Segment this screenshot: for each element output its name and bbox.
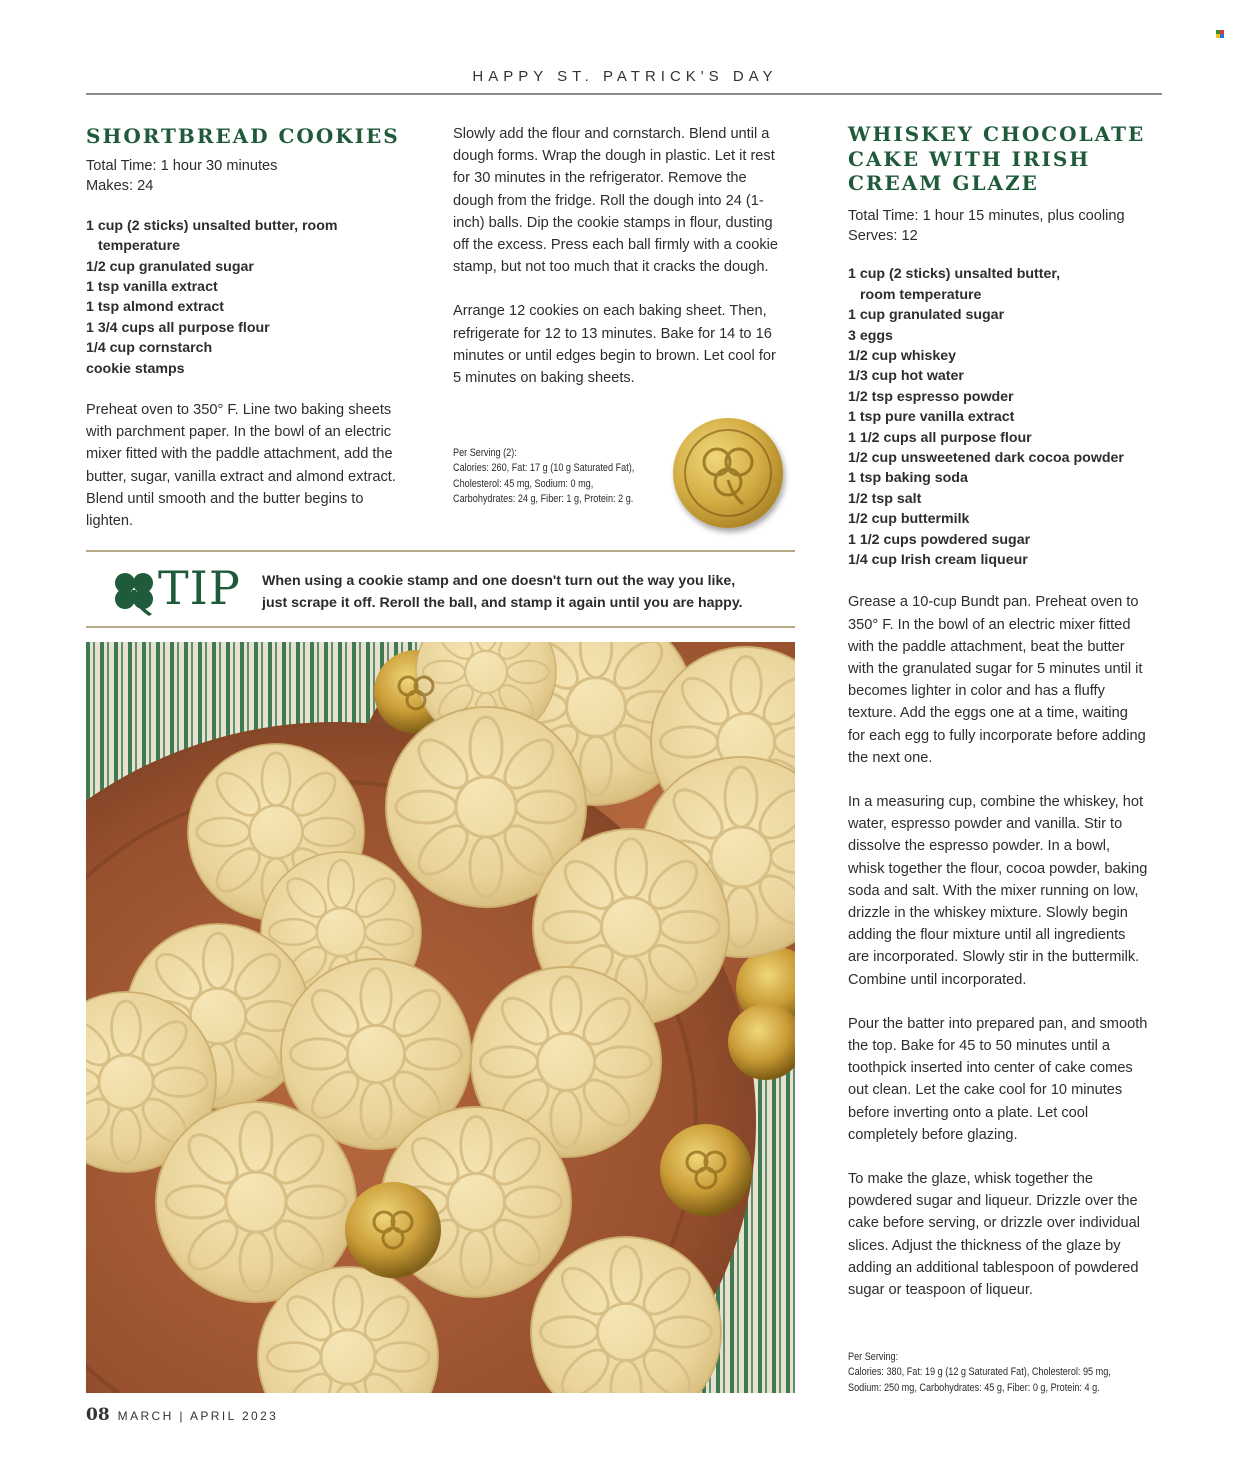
page-header-title: HAPPY ST. PATRICK'S DAY <box>472 68 778 85</box>
page-footer <box>86 1405 278 1425</box>
ingredient-item: cookie stamps <box>86 360 185 377</box>
tip-line-1: When using a cookie stamp and one doesn't turn out the way you like, <box>262 573 736 589</box>
tip-divider-bottom <box>86 626 795 628</box>
shortbread-title: SHORTBREAD COOKIES <box>86 124 400 148</box>
ingredient-item: 1 3/4 cups all purpose flour <box>86 319 270 336</box>
ingredient-item: 1 cup (2 sticks) unsalted butter, room temperature <box>86 217 338 255</box>
ingredient-item: 1/4 cup Irish cream liqueur <box>848 552 1028 568</box>
tip-label: TIP <box>158 561 241 615</box>
ingredient-item: 3 eggs <box>848 327 893 344</box>
shamrock-icon <box>108 566 160 618</box>
shortbread-step-2: Slowly add the flour and cornstarch. Blend until a dough forms. Wrap the dough in plastic. Let it rest for 30 minutes in the refrigerator. Remove the dough from the fridge. Roll the dough into 24 (1-inch) balls. Dip the cookie stamps in flour, dusting off the excess. Press each ball firmly with a cookie stamp, but not too much that it cracks the dough. <box>453 126 778 276</box>
whiskey-cake-column <box>848 122 1148 1301</box>
ingredient-item: 1/4 cup cornstarch <box>86 340 213 357</box>
whiskey-cake-total-time: Total Time: 1 hour 15 minutes, plus cooling <box>848 207 1125 224</box>
shortbread-ingredients <box>86 216 411 379</box>
whiskey-cake-ingredients <box>848 264 1148 570</box>
ingredient-item: 1/2 tsp espresso powder <box>848 388 1014 405</box>
cookies-photo <box>86 642 795 1393</box>
ingredient-item: 1/2 tsp salt <box>848 490 922 507</box>
ingredient-item: 1/2 cup unsweetened dark cocoa powder <box>848 449 1124 466</box>
shortbread-column <box>86 122 411 532</box>
ingredient-item: 1/2 cup buttermilk <box>848 511 970 528</box>
whiskey-cake-serves: Serves: 12 <box>848 227 918 244</box>
ingredient-item: 1 tsp almond extract <box>86 299 224 316</box>
tip-line-2: just scrape it off. Reroll the ball, and stamp it again until you are happy. <box>262 595 743 611</box>
ingredient-item: 1/2 cup granulated sugar <box>86 258 254 275</box>
gold-coin-image <box>673 418 783 528</box>
shortbread-total-time: Total Time: 1 hour 30 minutes <box>86 158 278 174</box>
whiskey-cake-step-2: In a measuring cup, combine the whiskey, hot water, espresso powder and vanilla. Stir to dissolve the espresso powder. In a bowl, whisk together the flour, cocoa powder, baking soda and salt. With the mixer running on low, drizzle in the whiskey mixture. Slowly begin adding the flour mixture until all ingredients are incorporated. Slowly stir in the buttermilk. Combine until incorporated. <box>848 794 1148 988</box>
issue-date: MARCH | APRIL 2023 <box>117 1409 279 1423</box>
shortbread-makes: Makes: 24 <box>86 178 154 195</box>
whiskey-cake-step-3: Pour the batter into prepared pan, and smooth the top. Bake for 45 to 50 minutes until a toothpick inserted into center of cake comes out clean. Let the cake cool for 10 minutes before inverting onto a plate. Let cool completely before glazing. <box>848 1015 1148 1143</box>
ingredient-item: 1 cup (2 sticks) unsalted butter, room temperature <box>848 266 1061 303</box>
ingredient-item: 1 1/2 cups powdered sugar <box>848 531 1031 548</box>
shortbread-step-1: Preheat oven to 350° F. Line two baking sheets with parchment paper. In the bowl of an electric mixer fitted with the paddle attachment, add the butter, sugar, vanilla extract and almond extract. Blend until smooth and the butter begins to lighten. <box>86 402 396 530</box>
corner-mark <box>1216 30 1224 38</box>
ingredient-item: 1 tsp vanilla extract <box>86 279 218 296</box>
tip-text <box>262 570 743 614</box>
whiskey-cake-title: WHISKEY CHOCOLATE CAKE WITH IRISH CREAM GLAZE <box>848 122 1146 195</box>
shortbread-nutrition: Per Serving (2): Calories: 260, Fat: 17 g (10 g Saturated Fat), Cholesterol: 45 mg, Sodium: 0 mg, Carbohydrates: 24 g, Fiber: 1 g, Protein: 2 g. <box>453 447 635 506</box>
ingredient-item: 1 1/2 cups all purpose flour <box>848 429 1032 446</box>
shortbread-column-continued <box>453 123 787 389</box>
whiskey-cake-nutrition: Per Serving: Calories: 380, Fat: 19 g (12 g Saturated Fat), Cholesterol: 95 mg, Sodium: 250 mg, Carbohydrates: 45 g, Fiber: 0 g, Protein: 4 g. <box>848 1351 1111 1394</box>
cookies-photo-graphic <box>86 642 795 1393</box>
tip-divider-top <box>86 550 795 552</box>
shamrock-icon <box>673 418 783 528</box>
shortbread-step-3: Arrange 12 cookies on each baking sheet. Then, refrigerate for 12 to 13 minutes. Bake for 14 to 16 minutes or until edges begin to brown. Let cool for 5 minutes on baking sheets. <box>453 303 776 387</box>
whiskey-cake-step-4: To make the glaze, whisk together the powdered sugar and liqueur. Drizzle over the cake before serving, or drizzle over individual slices. Adjust the thickness of the glaze by adding an additional tablespoon of powdered sugar or teaspoon of liqueur. <box>848 1171 1141 1299</box>
ingredient-item: 1/3 cup hot water <box>848 368 964 385</box>
ingredient-item: 1 tsp pure vanilla extract <box>848 409 1015 426</box>
page-number: 08 <box>86 1405 110 1425</box>
ingredient-item: 1/2 cup whiskey <box>848 347 957 364</box>
whiskey-cake-step-1: Grease a 10-cup Bundt pan. Preheat oven to 350° F. In the bowl of an electric mixer fitted with the paddle attachment, beat the butter with the granulated sugar for 5 minutes until it becomes lighter in color and has a fluffy texture. Add the eggs one at a time, waiting for each egg to fully incorporate before adding the next one. <box>848 594 1146 766</box>
ingredient-item: 1 tsp baking soda <box>848 470 968 487</box>
header-divider <box>86 93 1162 95</box>
ingredient-item: 1 cup granulated sugar <box>848 307 1005 324</box>
